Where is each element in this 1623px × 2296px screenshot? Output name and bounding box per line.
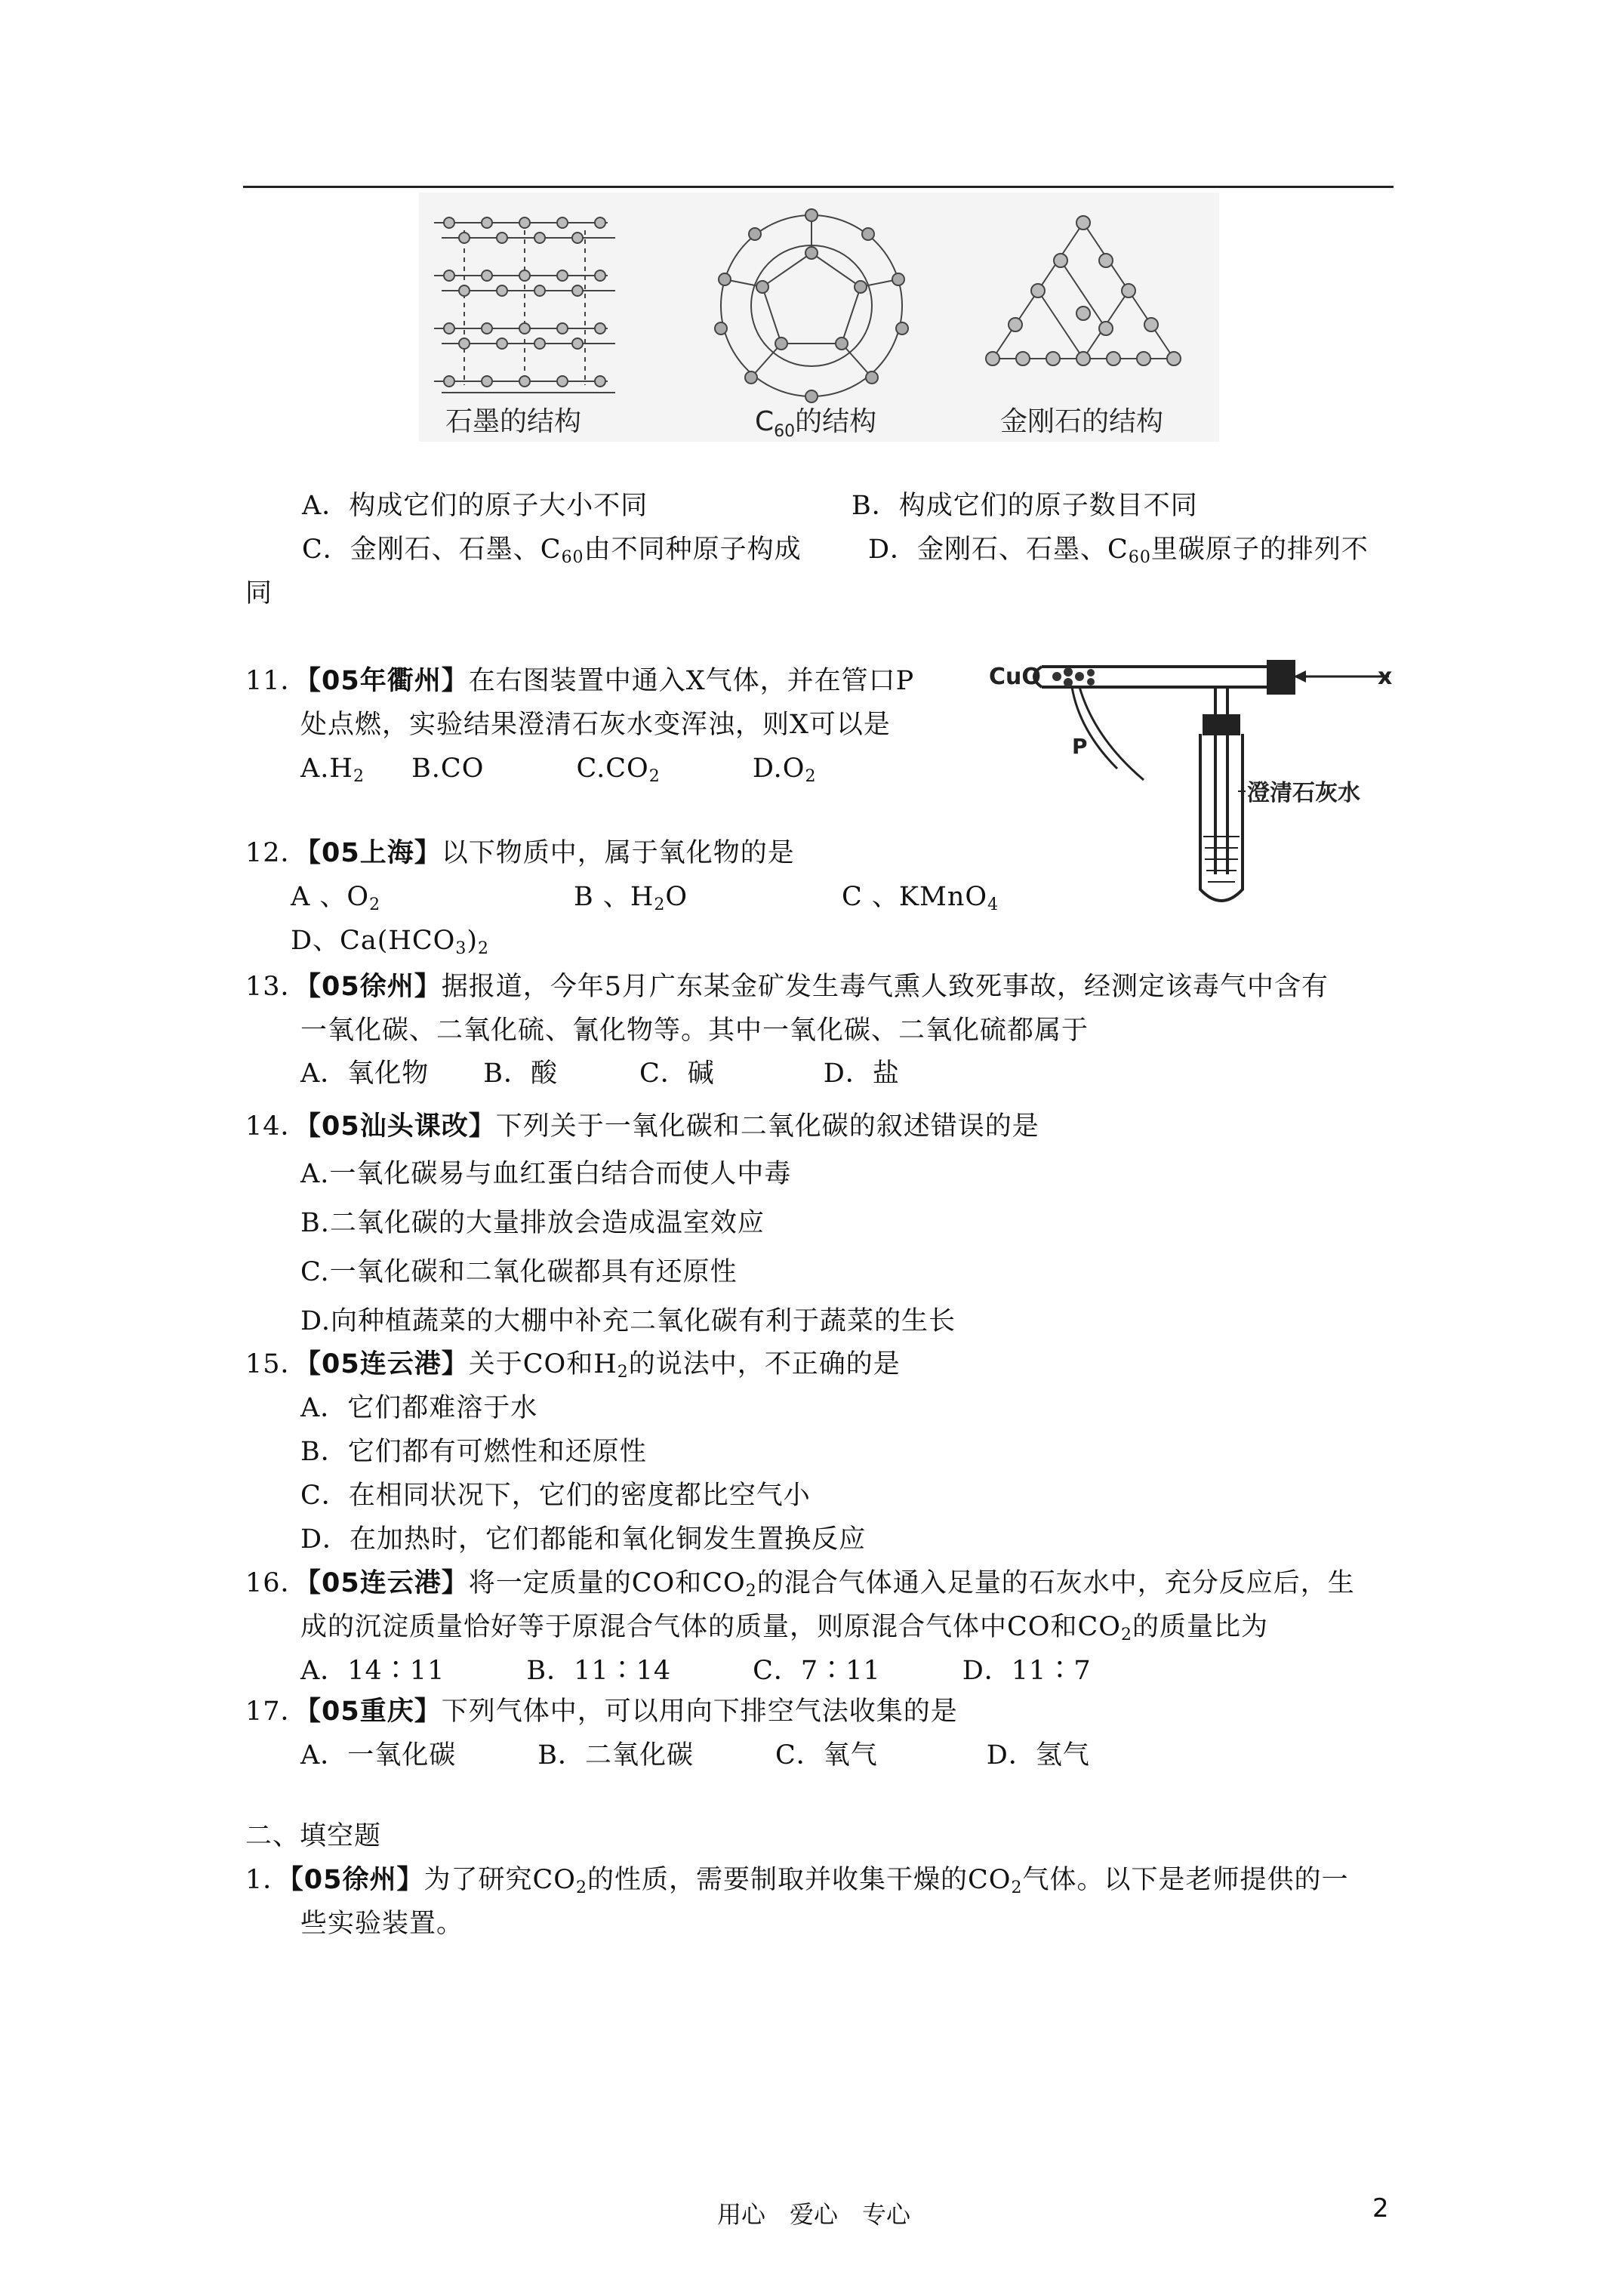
q12-option-d: D、$Ca(HCO_3)_2$ [291,926,490,958]
q17-options: A．一氧化碳 B．二氧化碳 C．氧气 D．氢气 [300,1740,1090,1771]
carbon-structures-figure [419,193,1219,442]
q10-option-b: B．构成它们的原子数目不同 [852,491,1198,521]
label-limewater: 澄清石灰水 [1247,780,1360,806]
c60-structure [715,209,908,402]
q14-option-d: D.向种植蔬菜的大棚中补充二氧化碳有利于蔬菜的生长 [300,1306,956,1336]
q16-options: A．14∶11 B．11∶14 C．7∶11 D．11∶7 [300,1656,1092,1686]
fill-q1-line1: 1．【05徐州】为了研究$CO_2$的性质，需要制取并收集干燥的$CO_2$气体。以下是老师提供的一 [245,1865,1349,1897]
q10-option-d: D．金刚石、石墨、$C_{60}$里碳原子的排列不 [868,535,1369,567]
apparatus-drawing [989,648,1412,920]
q15-option-d: D．在加热时，它们都能和氧化铜发生置换反应 [300,1524,867,1555]
q10-option-a: A．构成它们的原子大小不同 [302,491,648,521]
q17-stem: 17．【05重庆】下列气体中，可以用向下排空气法收集的是 [245,1697,958,1727]
q16-stem-line1: 16．【05连云港】将一定质量的CO和$CO_2$的混合气体通入足量的石灰水中，充分反应后，生 [245,1568,1355,1601]
q12-option-a: A 、$O_2$ [291,882,381,914]
q16-stem-line2: 成的沉淀质量恰好等于原混合气体的质量，则原混合气体中CO和$CO_2$的质量比为 [300,1612,1268,1644]
label-p: P [1072,734,1088,759]
q11-stem-line2: 处点燃，实验结果澄清石灰水变浑浊，则X可以是 [300,710,891,740]
q15-option-c: C．在相同状况下，它们的密度都比空气小 [300,1481,811,1511]
q12-option-b: B 、$H_2O$ [574,882,688,914]
page-number: 2 [1372,2193,1389,2224]
q15-option-b: B．它们都有可燃性和还原性 [300,1437,647,1467]
caption-c60: $C_{60}$的结构 [755,406,877,441]
q11-options: $A.H_2$ B.CO $C.CO_2$ $D.O_2$ [300,754,817,786]
graphite-structure [434,217,615,393]
footer-motto: 用心 爱心 专心 [717,2200,911,2229]
q11-stem-line1: 11．【05年衢州】在右图装置中通入X气体，并在管口P [245,666,915,696]
q12-stem: 12．【05上海】以下物质中，属于氧化物的是 [245,838,795,868]
cuo-apparatus-figure [989,648,1412,920]
section-title: 二、填空题 [245,1821,382,1851]
q10-option-d-cont: 同 [245,578,273,609]
q12-option-c: C 、KMnO$_4$ [842,882,999,914]
q14-option-b: B.二氧化碳的大量排放会造成温室效应 [300,1208,765,1238]
caption-graphite: 石墨的结构 [445,406,582,437]
q15-option-a: A．它们都难溶于水 [300,1393,538,1423]
q10-option-c: C．金刚石、石墨、$C_{60}$由不同种原子构成 [302,535,802,567]
diamond-structure [986,216,1181,365]
q13-options: A．氧化物 B．酸 C．碱 D．盐 [300,1059,900,1089]
caption-diamond: 金刚石的结构 [1000,406,1164,437]
header-rule [243,186,1394,188]
carbon-structures-drawing [419,193,1219,442]
q14-option-c: C.一氧化碳和二氧化碳都具有还原性 [300,1257,738,1287]
q13-stem-line2: 一氧化碳、二氧化硫、氰化物等。其中一氧化碳、二氧化硫都属于 [300,1015,1089,1046]
q13-stem-line1: 13．【05徐州】据报道，今年5月广东某金矿发生毒气熏人致死事故，经测定该毒气中含有 [245,972,1329,1002]
fill-q1-line2: 些实验装置。 [300,1909,464,1939]
label-x: x [1378,664,1393,690]
q15-stem: 15．【05连云港】关于CO和$H_2$的说法中，不正确的是 [245,1349,901,1382]
label-cuo: CuO [989,664,1041,690]
q14-option-a: A.一氧化碳易与血红蛋白结合而使人中毒 [300,1159,792,1189]
q14-stem: 14．【05汕头课改】下列关于一氧化碳和二氧化碳的叙述错误的是 [245,1111,1039,1142]
